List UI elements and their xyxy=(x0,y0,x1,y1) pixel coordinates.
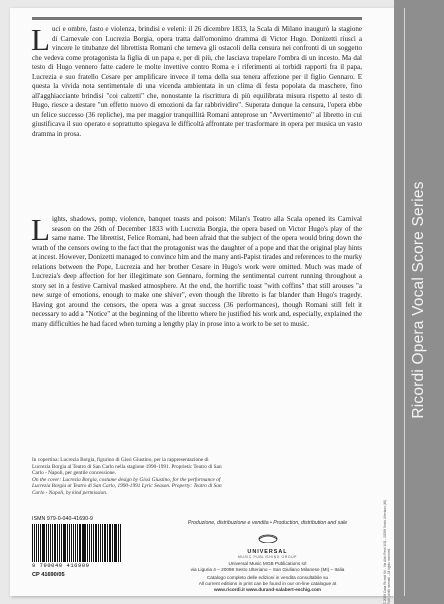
english-paragraph xyxy=(31,212,362,330)
barcode-bar xyxy=(77,524,78,562)
barcode-bar xyxy=(87,524,88,562)
barcode-bar xyxy=(71,524,73,562)
barcode-bar xyxy=(42,524,45,562)
credit-english: On the cover: Lucrezia Borgia, costume design by Gissi Giustino, for the performance of Lucrezia Borgia at Teatro di San Carlo, 1990-1991 Lyric Season. Property: Teatro di San Carlo - Napoli, by kind permission. xyxy=(32,476,222,496)
publisher-address: via Liguria 4 – 20098 Sesto Ulteriano – San Giuliano Milanese (MI) – Italia xyxy=(190,567,345,572)
catalogue-note-en: All current editions in print can be found in our on-line catalogue at xyxy=(198,581,337,586)
barcode-bar xyxy=(32,524,33,562)
english-text: ights, shadows, pomp, violence, banquet toasts and poison: Milan's Teatro alla Scala opened its Carnival season on the 26th of December 1833 with Lucrezia Borgia, the opera based on Victor Hugo's play of the same name. The librettist, Felice Romani, had been afraid that the subject of the opera would bring down the wrath of the censors owing to the fact that the protagonist was the daughter of a pope and that the original play hints at incest. However, Donizetti managed to convince him and the many anti-Papist tirades and references to the murky relations between the Pope, Lucrezia and her brother Cesare in Hugo's work were omitted. Much was made of Lucrezia's deep affection for her illegitimate son Gennaro, forming the sentimental current running throughout a story set in a festive Carnival masked atmosphere. At the end, the horrific toast "with coffins" that still arouses "a new surge of emotions, enough to make one shiver", even though the libretto is far blander than Hugo's tragedy. Having got around the censors, the opera was a great success (36 performances), though Romani still felt it necessary to add a "Notice" at the beginning of the libretto where he justified his work and, especially, explained the many difficulties he had faced when turning a lengthy play in prose into a work to be set to music. xyxy=(32,215,362,329)
publisher-name: Universal Music MGB Publications srl xyxy=(228,561,307,566)
barcode-bar xyxy=(104,524,107,562)
production-info xyxy=(150,520,385,593)
barcode-bar xyxy=(120,524,121,562)
barcode-bar xyxy=(114,524,115,562)
barcode-bar xyxy=(57,524,59,562)
barcode-bar xyxy=(75,524,76,562)
barcode-bar xyxy=(112,524,113,562)
barcode-bar xyxy=(36,524,38,562)
band-divider xyxy=(404,8,405,596)
barcode-bar xyxy=(115,524,117,562)
logo-subtitle: MUSIC PUBLISHING GROUP xyxy=(238,555,297,559)
production-line: Produzione, distribuzione e vendita • Production, distribution and sale xyxy=(187,520,348,526)
barcode-bar xyxy=(50,524,51,562)
barcode-bar xyxy=(83,524,86,562)
barcode-bar xyxy=(93,524,94,562)
globe-icon xyxy=(257,533,279,543)
catalogue-note-it: Catalogo completo delle edizioni in vendita consultabile su xyxy=(206,575,329,580)
credit-italian: In copertina: Lucrezia Borgia, figurino di Gissi Giustino, per la rappresentazione di Lucrezia Borgia al Teatro di San Carlo nella stagione 1990-1991. Proprietà: Teatro di San Carlo - Napoli, per gentile concessione. xyxy=(32,457,222,477)
barcode-bar xyxy=(52,524,53,562)
barcode-bar xyxy=(34,524,35,562)
series-title: Ricordi Opera Vocal Score Series xyxy=(410,181,427,419)
barcode-bar xyxy=(48,524,50,562)
barcode-bar xyxy=(63,524,66,562)
logo-word: UNIVERSAL xyxy=(247,549,288,555)
barcode-bar xyxy=(89,524,90,562)
barcode-block xyxy=(32,516,122,586)
copyright-note xyxy=(384,500,392,604)
barcode-bar xyxy=(73,524,74,562)
barcode-bar xyxy=(98,524,99,562)
barcode-bar xyxy=(79,524,81,562)
barcode-bar xyxy=(107,524,108,562)
barcode-bar xyxy=(82,524,83,562)
catalogue-code: CP 41690/05 xyxy=(32,572,65,578)
copyright-line-2: Tutti i diritti riservati - All rights reserved xyxy=(387,548,391,604)
italian-text: uci e ombre, fasto e violenza, brindisi e veleni: il 26 dicembre 1833, la Scala di Milano inaugurò la stagione di Carnevale con Lucrezia Borgia, opera tratta dall'omonimo dramma di Victor Hugo. Donizetti riuscì a vincere le titubanze del librettista Romani che temeva gli ostacoli della censura nei confronti di un soggetto che vedeva come protagonista la figlia di un papa e, per di più, che lasciava trapelare l'ombra di un incesto. Ma dal testo di Hugo vennero fatte cadere le molte invettive contro Roma e i riferimenti ai torbidi rapporti fra il papa, Lucrezia e suo fratello Cesare per amplificare invece il tema della sua tenera affezione per il figlio Gennaro. E questa la vivida nota sentimentale di una vicenda ambientata in un clima di festa popolata da maschere, fino all'agghiacciante brindisi "coi calzetti" che, nonostante la riscrittura di più equilibrata misura rispetto al testo di Hugo, riesce a destare "un effetto nuovo di emozioni da far rabbrividire". Superata dunque la censura, l'opera ebbe un felice successo (36 repliche), ma per maggior tranquillità Romani anteprose un "Avvertimento" al libretto in cui giustificava il suo operato e soprattutto spiegava le difficoltà affrontate per trasformare in opera per musica un vasto dramma in prosa. xyxy=(32,25,362,139)
barcode-bar xyxy=(67,524,68,562)
barcode-bar xyxy=(61,524,62,562)
barcode-digits: 9 790040 416909 xyxy=(32,563,90,569)
top-rule xyxy=(32,17,362,20)
catalogue-urls: www.ricordi.it www.durand-salabert-eschig.com xyxy=(214,587,321,592)
barcode-bar xyxy=(46,524,47,562)
barcode-bar xyxy=(91,524,93,562)
universal-logo xyxy=(238,530,298,559)
cover-credits xyxy=(32,457,222,497)
barcode-bar xyxy=(100,524,101,562)
barcode-bar xyxy=(95,524,97,562)
barcode-bar xyxy=(40,524,41,562)
drop-cap: L xyxy=(31,22,50,57)
barcode-bar xyxy=(59,524,60,562)
drop-cap: L xyxy=(31,212,50,247)
barcode-bar xyxy=(118,524,119,562)
barcode-bar xyxy=(54,524,56,562)
barcode-bar xyxy=(109,524,111,562)
ismn-label: ISMN 979-0-040-41690-9 xyxy=(32,516,94,522)
barcode-bar xyxy=(102,524,103,562)
barcode xyxy=(32,524,122,562)
italian-paragraph xyxy=(31,22,362,140)
copyright-line-1: © 2008 Casa Ricordi Srl - Via Aldo Resti 1/11 - 20098 Sesto Ulteriano (MI) xyxy=(383,499,388,604)
barcode-bar xyxy=(38,524,39,562)
barcode-bar xyxy=(69,524,70,562)
